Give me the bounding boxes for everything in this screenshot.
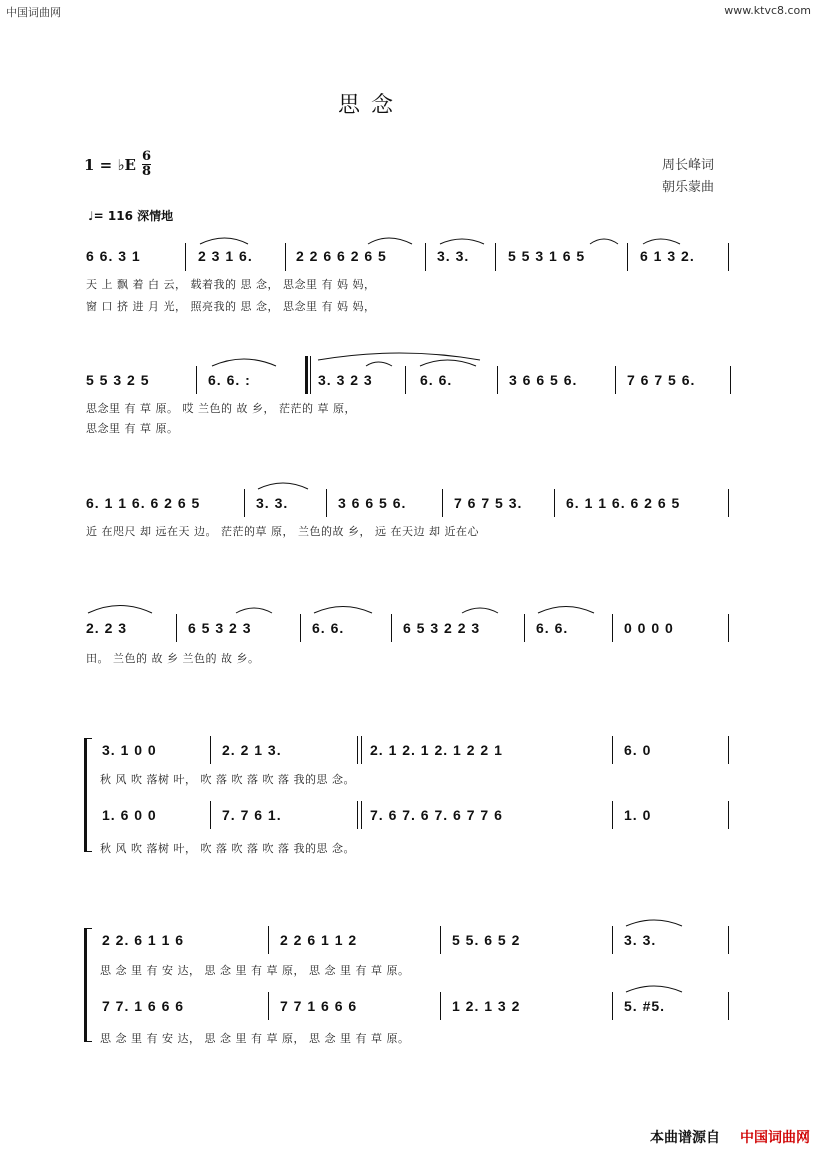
- tempo-marking: ♩= 116 深情地: [88, 209, 174, 223]
- measure: 6. 1 1 6. 6 2 6 5: [566, 495, 681, 511]
- measure: 3. 3.: [256, 495, 289, 511]
- measure: 1. 0: [624, 807, 652, 823]
- measure: 2. 2 3: [86, 620, 128, 636]
- measure: 5 5. 6 5 2: [452, 932, 521, 948]
- lyrics-upper: 秋 风 吹 落树 叶， 吹 落 吹 落 吹 落 我的思 念。: [100, 773, 355, 786]
- measure: 2 3 1 6.: [198, 248, 253, 264]
- measure: 7 6 7 5 6.: [627, 372, 696, 388]
- lyrics-lower: 秋 风 吹 落树 叶， 吹 落 吹 落 吹 落 我的思 念。: [100, 842, 355, 855]
- watermark-right: www.ktvc8.com: [724, 4, 811, 17]
- measure: 2. 1 2. 1 2. 1 2 2 1: [370, 742, 503, 758]
- measure: 1. 6 0 0: [102, 807, 157, 823]
- measure: 3 6 6 5 6.: [338, 495, 407, 511]
- measure: 5 5 3 2 5: [86, 372, 150, 388]
- measure: 5. #5.: [624, 998, 666, 1014]
- meter-denominator: 8: [142, 164, 152, 179]
- lyricist-credit: 周长峰词: [662, 158, 715, 173]
- measure: 6 5 3 2 2 3: [403, 620, 481, 636]
- measure: 5 5 3 1 6 5: [508, 248, 586, 264]
- measure: 3. 3 2 3: [318, 372, 373, 388]
- measure: 3. 3.: [624, 932, 657, 948]
- measure: 6. 1 1 6. 6 2 6 5: [86, 495, 201, 511]
- footer-site-link[interactable]: 中国词曲网: [740, 1130, 810, 1146]
- lyrics-verse-2: 思念里 有 草 原。: [86, 422, 179, 435]
- measure: 6 5 3 2 3: [188, 620, 252, 636]
- measure: 7 7. 1 6 6 6: [102, 998, 185, 1014]
- lyrics-upper: 思 念 里 有 安 达， 思 念 里 有 草 原， 思 念 里 有 草 原。: [100, 964, 410, 977]
- measure: 6 1 3 2.: [640, 248, 695, 264]
- measure: 6. 6. :: [208, 372, 251, 388]
- measure: 0 0 0 0: [624, 620, 674, 636]
- lyrics-lower: 思 念 里 有 安 达， 思 念 里 有 草 原， 思 念 里 有 草 原。: [100, 1032, 410, 1045]
- measure: 2 2 6 6 2 6 5: [296, 248, 387, 264]
- measure: 3. 1 0 0: [102, 742, 157, 758]
- lyrics-verse-1: 思念里 有 草 原。 哎 兰色的 故 乡， 茫茫的 草 原，: [86, 402, 356, 415]
- key-signature: 1 = ♭E: [84, 156, 136, 174]
- measure: 3 6 6 5 6.: [509, 372, 578, 388]
- measure: 6. 6.: [536, 620, 569, 636]
- measure: 7. 6 7. 6 7. 6 7 7 6: [370, 807, 503, 823]
- composer-credit: 朝乐蒙曲: [662, 180, 715, 195]
- measure: 6. 6.: [420, 372, 453, 388]
- lyrics-verse-1: 田。 兰色的 故 乡 兰色的 故 乡。: [86, 652, 260, 665]
- measure: 2 2. 6 1 1 6: [102, 932, 185, 948]
- measure: 6. 6.: [312, 620, 345, 636]
- measure: 2 2 6 1 1 2: [280, 932, 358, 948]
- lyrics-verse-2: 窗 口 挤 进 月 光， 照亮我的 思 念， 思念里 有 妈 妈，: [86, 300, 376, 313]
- measure: 7 6 7 5 3.: [454, 495, 523, 511]
- lyrics-verse-1: 天 上 飘 着 白 云， 载着我的 思 念， 思念里 有 妈 妈，: [86, 278, 376, 291]
- measure: 6. 0: [624, 742, 652, 758]
- watermark-left: 中国词曲网: [6, 6, 61, 19]
- measure: 7 7 1 6 6 6: [280, 998, 358, 1014]
- measure: 2. 2 1 3.: [222, 742, 282, 758]
- meter-numerator: 6: [142, 149, 152, 164]
- lyrics-verse-1: 近 在咫尺 却 远在天 边。 茫茫的草 原， 兰色的故 乡， 远 在天边 却 近在心: [86, 525, 479, 538]
- measure: 3. 3.: [437, 248, 470, 264]
- page-title: 思 念: [338, 93, 395, 118]
- measure: 1 2. 1 3 2: [452, 998, 521, 1014]
- measure: 7. 7 6 1.: [222, 807, 282, 823]
- measure: 6 6. 3 1: [86, 248, 141, 264]
- footer-source-label: 本曲谱源自: [650, 1130, 720, 1146]
